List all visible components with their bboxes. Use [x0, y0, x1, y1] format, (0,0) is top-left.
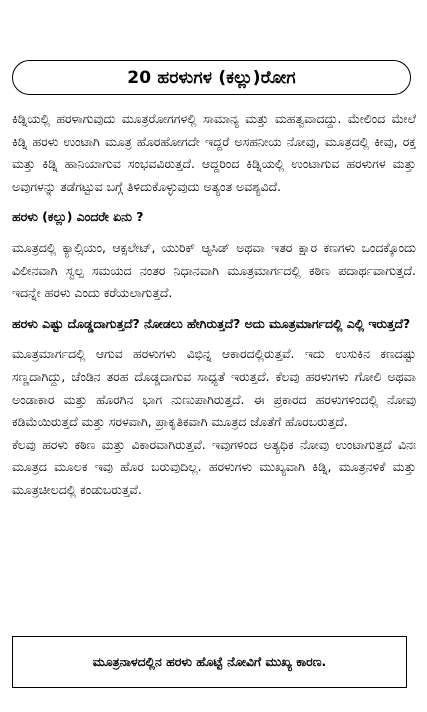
- answer-paragraph-2: ಮೂತ್ರಮಾರ್ಗದಲ್ಲಿ ಆಗುವ ಹರಳುಗಳು ವಿಭಿನ್ನ ಆಕಾರದಲ್ಲಿರುತ್ತವೆ. ಇದು ಉಸುಕಿನ ಕಣದಷ್ಟು ಸಣ್ಣದಾಗಿದ್ದು, ಚೆಂಡಿನ ತರಹ ದೊಡ್ಡದಾಗುವ ಸಾಧ್ಯತೆ ಇರುತ್ತದೆ. ಕೆಲವು ಹರಳುಗಳು ಗೋಲಿ ಅಥವಾ ಅಂಡಾಕಾರ ಮತ್ತು ಹೊರಗಿನ ಭಾಗ ನುಣುಪಾಗಿರುತ್ತದೆ. ಈ ಪ್ರಕಾರದ ಹರಳುಗಳಿಂದಲ್ಲಿ ನೋವು ಕಡಿಮೆಯಿರುತ್ತದೆ ಮತ್ತು ಸರಳವಾಗಿ, ಪ್ರಾಕೃತಿಕವಾಗಿ ಮೂತ್ರದ ಜೊತೆಗೆ ಹೊರಬರುತ್ತದೆ.: [12, 346, 416, 430]
- intro-paragraph: ಕಿಡ್ನಿಯಲ್ಲಿ ಹರಳಾಗುವುದು ಮೂತ್ರರೋಗಗಳಲ್ಲಿ ಸಾಮಾನ್ಯ ಮತ್ತು ಮಹತ್ವವಾದದ್ದು. ಮೇಲಿಂದ ಮೇಲೆ ಕಿಡ್ನಿ ಹರಳು ಉಂಟಾಗಿ ಮೂತ್ರ ಹೊರಹೋಗದೇ ಇದ್ದರೆ ಅಸಹನೀಯ ನೋವು, ಮೂತ್ರದಲ್ಲಿ ಕೀವು, ರಕ್ತ ಮತ್ತು ಕಿಡ್ನಿ ಹಾನಿಯಾಗುವ ಸಂಭವವಿರುತ್ತದೆ. ಆದ್ದರಿಂದ ಕಿಡ್ನಿಯಲ್ಲಿ ಉಂಟಾಗುವ ಹರಳುಗಳ ಮತ್ತು ಅವುಗಳನ್ನು ತಡೆಗಟ್ಟುವ ಬಗ್ಗೆ ತಿಳಿದುಕೊಳ್ಳುವುದು ಅತ್ಯಂತ ಅವಶ್ಯವಿದೆ.: [12, 111, 416, 194]
- answer-paragraph-1: ಮೂತ್ರದಲ್ಲಿ ಕ್ಯಾಲ್ಸಿಯಂ, ಆಕ್ಸಲೇಟ್, ಯುರಿಕ್ ಆ್ಯಸಿಡ್ ಅಥವಾ ಇತರ ಕ್ಷಾರ ಕಣಗಳು ಒಂದಕ್ಕೊಂದು ವಿಲೀನವಾಗಿ ಸ್ವಲ್ಪ ಸಮಯದ ನಂತರ ನಿಧಾನವಾಗಿ ಮೂತ್ರಮಾರ್ಗದಲ್ಲಿ ಕಠಿಣ ಪದಾರ್ಥವಾಗುತ್ತದೆ. ಇದನ್ನೇ ಹರಳು ಎಂದು ಕರೆಯಲಾಗುತ್ತದೆ.: [12, 239, 416, 301]
- question-heading-1: ಹರಳು (ಕಲ್ಲು) ಎಂದರೇ ಏನು ?: [12, 209, 144, 225]
- highlight-note: ಮೂತ್ರನಾಳದಲ್ಲಿನ ಹರಳು ಹೊಟ್ಟೆ ನೋವಿಗೆ ಮುಖ್ಯ ಕಾರಣ.: [92, 654, 327, 669]
- answer-paragraph-3: ಕೆಲವು ಹರಳು ಕಠಿಣ ಮತ್ತು ವಿಕಾರವಾಗಿರುತ್ತವೆ. ಇವುಗಳಿಂದ ಅತ್ಯಧಿಕ ನೋವು ಉಂಟಾಗುತ್ತದೆ ವಿನಃ ಮೂತ್ರದ ಮೂಲಕ ಇವು ಹೊರ ಬರುವುದಿಲ್ಲ. ಹರಳುಗಳು ಮುಖ್ಯವಾಗಿ ಕಿಡ್ನಿ, ಮೂತ್ರನಳಿಕೆ ಮತ್ತು ಮೂತ್ರಚೀಲದಲ್ಲಿ ಕಂಡುಬರುತ್ತವೆ.: [12, 436, 416, 497]
- body-text: [12, 108, 416, 510]
- highlight-note-box: [12, 636, 407, 688]
- chapter-title: 20 ಹರಳುಗಳ (ಕಲ್ಲು)ರೋಗ: [127, 67, 296, 88]
- chapter-title-box: [12, 60, 411, 95]
- question-heading-2: ಹರಳು ಎಷ್ಟು ದೊಡ್ಡದಾಗುತ್ತದೆ? ನೋಡಲು ಹೇಗಿರುತ್ತದೆ? ಅದು ಮೂತ್ರಮಾರ್ಗದಲ್ಲಿ ಎಲ್ಲಿ ಇರುತ್ತದೆ?: [12, 315, 411, 331]
